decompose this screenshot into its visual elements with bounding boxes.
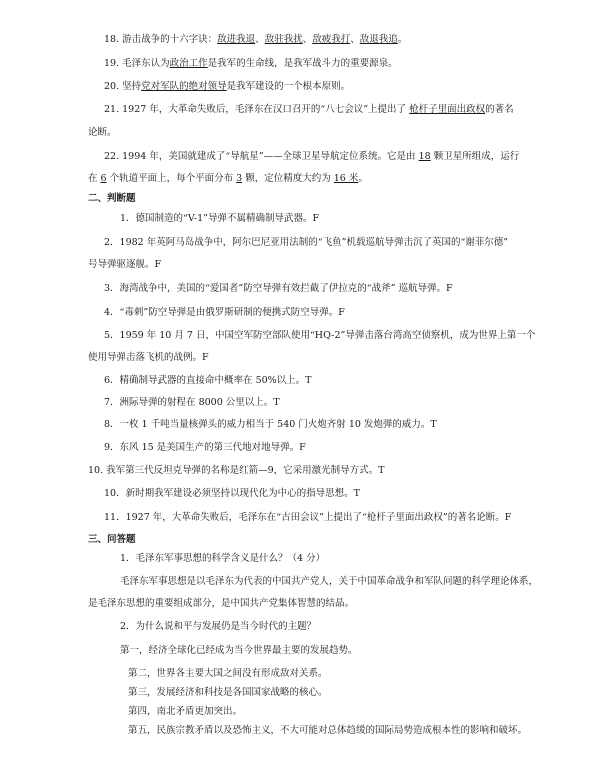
answer-blank: 敌驻我扰 [264, 34, 303, 45]
judge-item: 10. 我军第三代反坦克导弹的名称是红箭—9，它采用激光制导方式。T [88, 465, 385, 476]
qa-answer-line: 第一，经济全球化已经成为当今世界最主要的发展趋势。 [120, 645, 358, 656]
section-heading-judge: 二、判断题 [88, 193, 136, 204]
fill-item-21-continued: 论断。 [88, 127, 117, 138]
judge-item: 11．1927 年，大革命失败后，毛泽东在“古田会议”上提出了“枪杆子里面出政权”的著名论断。F [104, 512, 512, 523]
answer-blank: 敌退我追 [359, 34, 398, 45]
judge-item: 3．海湾战争中，美国的“爱国者”防空导弹有效拦截了伊拉克的“战斧” 巡航导弹。F [104, 283, 453, 294]
qa-answer-line: 第二，世界各主要大国之间没有形成敌对关系。 [128, 668, 328, 679]
qa-answer-line: 第五，民族宗教矛盾以及恐怖主义，不大可能对总体趋缓的国际局势造成根本性的影响和破坏。 [128, 725, 528, 736]
answer-blank: 3 [236, 173, 243, 184]
qa-answer-line: 第三，发展经济和科技是各国国家战略的核心。 [128, 687, 328, 698]
answer-blank: 6 [100, 173, 107, 184]
answer-blank: 16 米 [333, 173, 359, 184]
answer-blank: 18 [418, 151, 431, 162]
fill-segment: 游击战争的十六字诀： [122, 34, 218, 45]
section-heading-qa: 三、问答题 [88, 534, 136, 545]
fill-item-19: 19. 毛泽东认为政治工作是我军的生命线，是我军战斗力的重要源泉。 [104, 58, 398, 69]
qa-answer-line: 是毛泽东思想的重要组成部分，是中国共产党集体智慧的结晶。 [88, 598, 355, 609]
qa-question: 1．毛泽东军事思想的科学含义是什么？（4 分） [120, 553, 326, 564]
answer-blank: 政治工作 [169, 58, 208, 69]
judge-item: 8．一枚 1 千吨当量核弹头的威力相当于 540 门火炮齐射 10 发炮弹的威力。T [104, 419, 437, 430]
judge-item: 9．东风 15 是美国生产的第三代地对地导弹。F [104, 442, 306, 453]
fill-item-21: 21. 1927 年，大革命失败后，毛泽东在汉口召开的“八七会议”上提出了 枪杆子里面出政权的著名 [104, 104, 514, 115]
answer-blank: 枪杆子里面出政权 [409, 104, 486, 115]
qa-answer-line: 毛泽东军事思想是以毛泽东为代表的中国共产党人，关于中国革命战争和军队问题的科学理论体系， [120, 576, 539, 587]
fill-item-22: 22. 1994 年，美国就建成了“导航星”——全球卫星导航定位系统。它是由 18 颗卫星所组成，运行 [104, 151, 520, 162]
answer-blank: 敌疲我打 [312, 34, 351, 45]
judge-item: 5．1959 年 10 月 7 日，中国空军防空部队使用“HQ-2”导弹击落台湾高空侦察机，成为世界上第一个 [104, 330, 536, 341]
judge-item: 2．1982 年英阿马岛战争中，阿尔巴尼亚用法制的“飞鱼”机载巡航导弹击沉了英国的“谢菲尔德” [104, 237, 509, 248]
fill-item-20: 20. 坚持党对军队的绝对领导是我军建设的一个根本原则。 [104, 81, 351, 92]
judge-item-continued: 使用导弹击落飞机的战例。F [88, 352, 209, 363]
answer-blank: 党对军队的绝对领导 [141, 81, 227, 92]
judge-item: 4．“毒刺”防空导弹是由俄罗斯研制的便携式防空导弹。F [104, 307, 345, 318]
answer-blank: 敌进我退 [217, 34, 256, 45]
judge-item: 1．德国制造的“V-1”导弹不属精确制导武器。F [120, 213, 320, 224]
judge-item: 10．新时期我军建设必须坚持以现代化为中心的指导思想。T [104, 488, 360, 499]
judge-item: 6．精确制导武器的直接命中概率在 50%以上。T [104, 375, 312, 386]
judge-item-continued: 号导弹驱逐舰。F [88, 259, 162, 270]
judge-item: 7．洲际导弹的射程在 8000 公里以上。T [104, 397, 280, 408]
fill-item-22-continued: 在 6 个轨道平面上，每个平面分布 3 颗，定位精度大约为 16 米。 [88, 173, 368, 184]
qa-answer-line: 第四，南北矛盾更加突出。 [128, 706, 243, 717]
fill-item-18: 18. 游击战争的十六字诀：敌进我退、敌驻我扰、敌疲我打、敌退我追。 [104, 34, 408, 45]
qa-question: 2．为什么说和平与发展仍是当今时代的主题？ [120, 621, 317, 632]
